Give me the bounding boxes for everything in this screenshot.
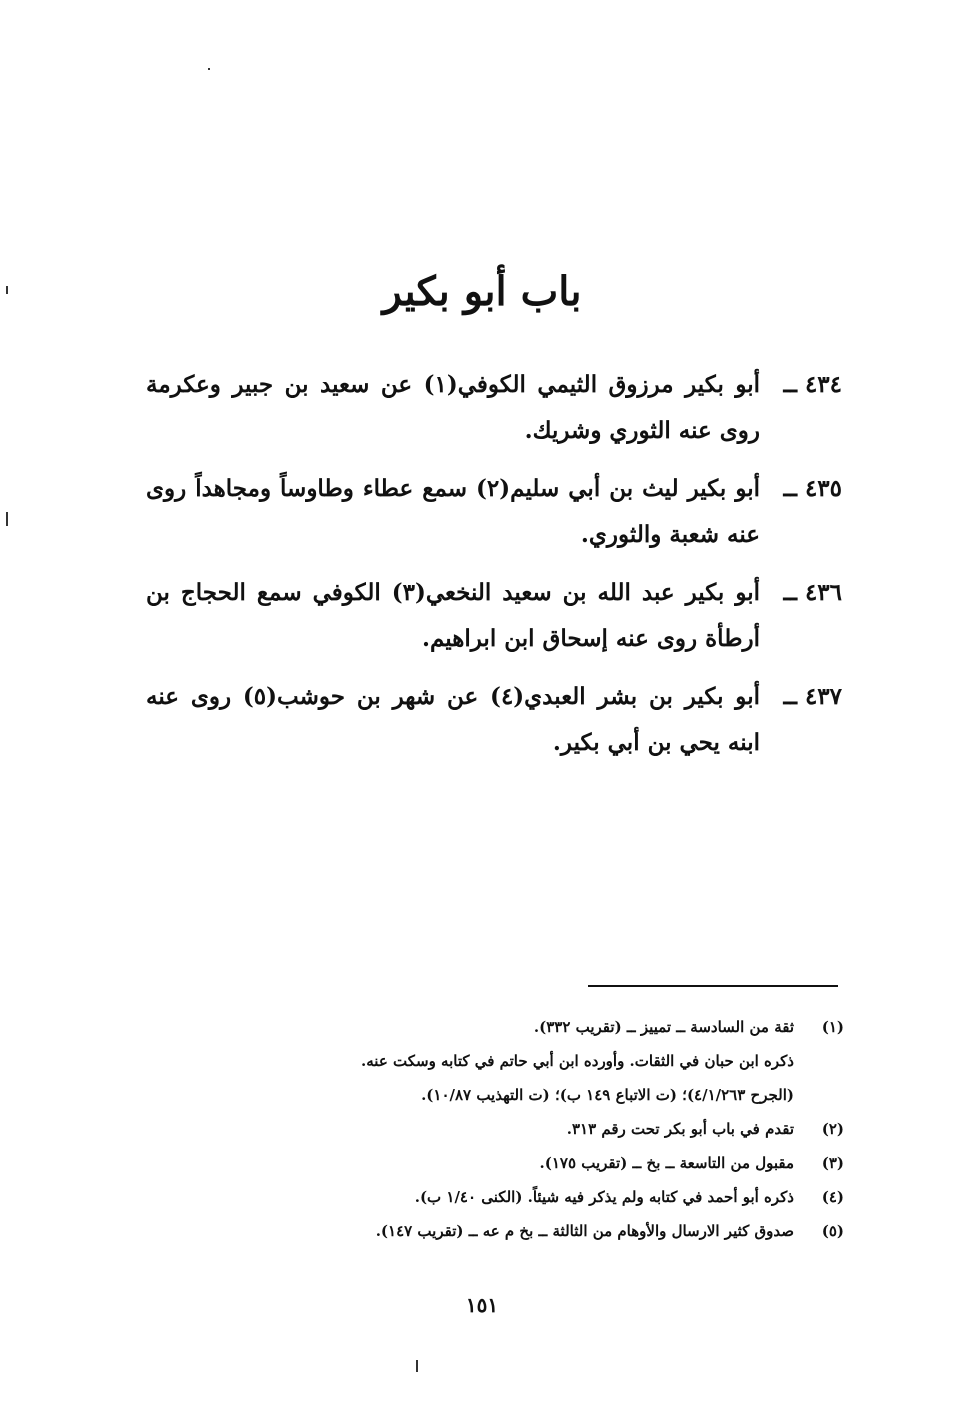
footnote-line: ذكره أبو أحمد في كتابه ولم يذكر فيه شيئاً. (الكنى ١/٤٠ ب). xyxy=(414,1188,794,1206)
scan-mark xyxy=(208,68,210,70)
footnote-number: (٥) xyxy=(821,1222,844,1240)
entry xyxy=(146,570,842,662)
footnote-body xyxy=(180,1180,794,1214)
footnote-line: ذكره ابن حبان في الثقات. وأورده ابن أبي حاتم في كتابه وسكت عنه. xyxy=(361,1052,794,1070)
footnote-number: (٢) xyxy=(821,1120,844,1138)
entries-list xyxy=(146,362,842,778)
entry-text: أبو بكير ليث بن أبي سليم(٢) سمع عطاء وطاوساً ومجاهداً روى عنه شعبة والثوري. xyxy=(146,475,760,548)
page-number: ١٥١ xyxy=(465,1293,499,1317)
entry-number: ٤٣٦ ــ xyxy=(783,579,842,606)
footnote xyxy=(180,1112,844,1146)
scan-mark xyxy=(6,512,8,526)
scan-mark xyxy=(416,1360,418,1372)
chapter-title: باب أبو بكير xyxy=(382,268,582,315)
footnote-number: (١) xyxy=(821,1018,844,1036)
footnote xyxy=(180,1010,844,1112)
footnote-body xyxy=(180,1112,794,1146)
entry-number: ٤٣٧ ــ xyxy=(783,683,842,710)
footnote-body xyxy=(180,1010,794,1112)
footnote-line: تقدم في باب أبو بكر تحت رقم ٣١٣. xyxy=(566,1120,794,1138)
footnote-body xyxy=(180,1214,794,1248)
entry-text: أبو بكير عبد الله بن سعيد النخعي(٣) الكوفي سمع الحجاج بن أرطأة روى عنه إسحاق ابن ابراهيم. xyxy=(146,579,760,652)
entry xyxy=(146,466,842,558)
footnote xyxy=(180,1214,844,1248)
footnote-line: مقبول من التاسعة ــ بخ ــ (تقريب ١٧٥). xyxy=(539,1154,794,1172)
footnote-number: (٤) xyxy=(821,1188,844,1206)
footnote-divider xyxy=(588,985,838,987)
footnote-line: (الجرح ٤/١/٢٦٣)؛ (ت الاتباع ١٤٩ ب)؛ (ت التهذيب ١٠/٨٧). xyxy=(421,1086,794,1104)
footnote-number: (٣) xyxy=(821,1154,844,1172)
footnote-line: ثقة من السادسة ــ تمييز ــ (تقريب ٣٣٢). xyxy=(533,1018,794,1036)
entry-number: ٤٣٤ ــ xyxy=(783,371,842,398)
footnotes xyxy=(180,1010,844,1248)
entry-number: ٤٣٥ ــ xyxy=(783,475,842,502)
footnote xyxy=(180,1146,844,1180)
footnote-body xyxy=(180,1146,794,1180)
footnote xyxy=(180,1180,844,1214)
entry xyxy=(146,362,842,454)
entry-text: أبو بكير بن بشر العبدي(٤) عن شهر بن حوشب(٥) روى عنه ابنه يحي بن أبي بكير. xyxy=(146,683,760,756)
entry-text: أبو بكير مرزوق الثيمي الكوفي(١) عن سعيد بن جبير وعكرمة روى عنه الثوري وشريك. xyxy=(146,371,760,444)
footnote-line: صدوق كثير الارسال والأوهام من الثالثة ــ بخ م عه ــ (تقريب ١٤٧). xyxy=(375,1222,794,1240)
entry xyxy=(146,674,842,766)
